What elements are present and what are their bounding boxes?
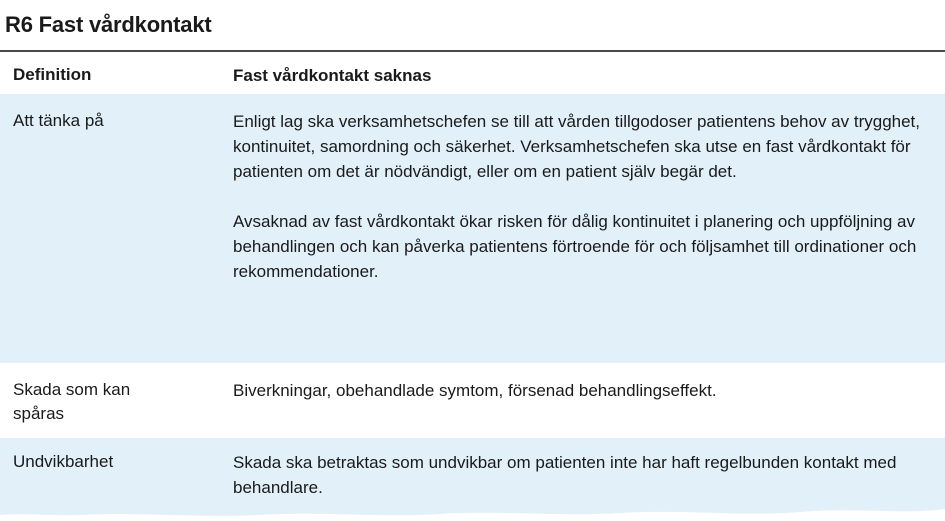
row-definition xyxy=(233,378,938,403)
definition-paragraph: Enligt lag ska verksamhetschefen se till att vården tillgodoser patientens behov av trygghet, kontinuitet, samordning och säkerhet. Verksamhetschefen ska utse en fast vårdkontakt för patienten om det är nödvändigt, eller om en patient själv begär det. xyxy=(233,112,920,181)
row-term: Undvikbarhet xyxy=(13,452,114,471)
row-definition xyxy=(233,450,938,500)
table-row-att-tanka-pa xyxy=(0,94,945,364)
page-title: R6 Fast vårdkontakt xyxy=(5,12,212,37)
definition-paragraph: Biverkningar, obehandlade symtom, försenad behandlingseffekt. xyxy=(233,381,717,400)
title-divider xyxy=(0,50,945,52)
row-term: Skada som kan spåras xyxy=(13,380,131,423)
row-term: Att tänka på xyxy=(13,111,104,130)
table-header-row xyxy=(0,54,945,94)
definition-paragraph: Skada ska betraktas som undvikbar om patienten inte har haft regelbunden kontakt med behandlare. xyxy=(233,453,897,497)
definition-paragraph: Avsaknad av fast vårdkontakt ökar risken för dålig kontinuitet i planering och uppföljning av behandlingen och kan påverka patientens förtroende för och följsamhet till ordinationer och rekommendationer. xyxy=(233,212,917,281)
header-definition: Fast vårdkontakt saknas xyxy=(233,66,432,85)
table-row-undvikbarhet xyxy=(0,438,945,506)
torn-edge-decoration xyxy=(0,503,945,521)
header-term: Definition xyxy=(13,65,92,84)
table-row-skada-som-kan-sparas xyxy=(0,364,945,438)
row-definition xyxy=(233,109,938,284)
